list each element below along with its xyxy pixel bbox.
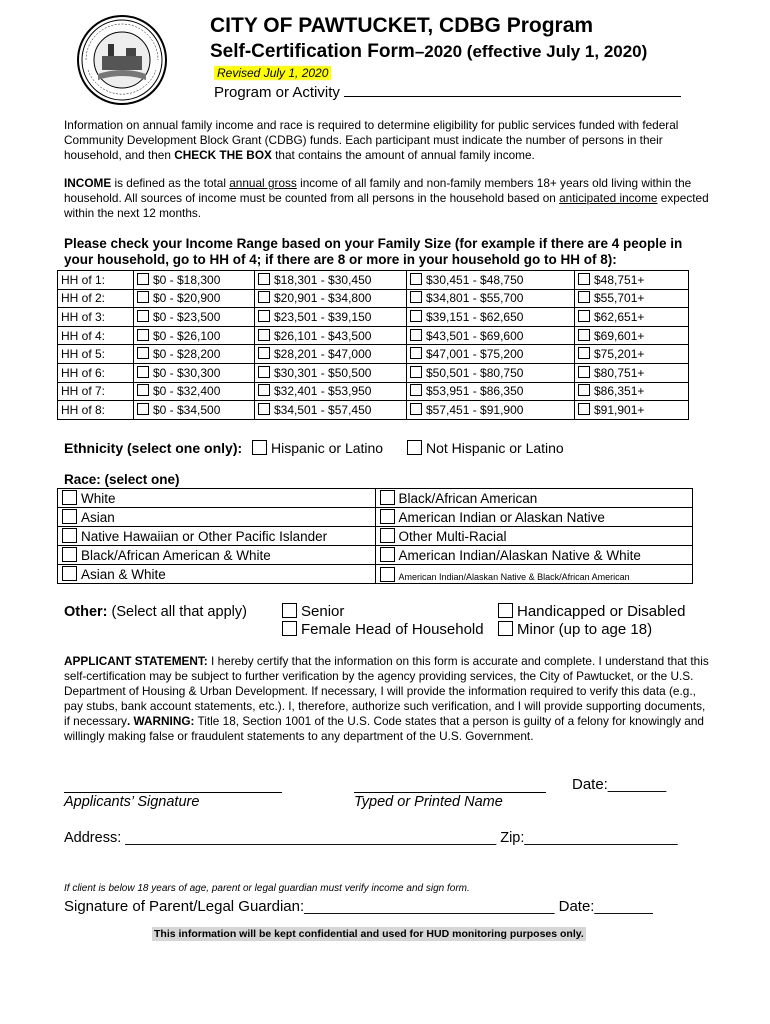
program-blank-line	[344, 82, 681, 97]
income-range-option[interactable]	[255, 289, 407, 308]
race-option[interactable]	[58, 489, 376, 508]
income-range-option[interactable]	[134, 326, 255, 345]
income-range-option[interactable]	[255, 271, 407, 290]
income-range-label: $62,651+	[594, 309, 645, 324]
household-size-label: HH of 2:	[58, 289, 134, 308]
minor-option[interactable]: Minor (up to age 18)	[498, 621, 652, 638]
income-range-label: $32,401 - $53,950	[274, 384, 372, 399]
race-option-label: Asian	[81, 510, 115, 525]
income-range-label: $75,201+	[594, 347, 645, 362]
race-checkbox[interactable]	[62, 490, 77, 505]
income-checkbox[interactable]	[578, 310, 590, 322]
income-range-label: $39,151 - $62,650	[426, 309, 524, 324]
race-checkbox[interactable]	[62, 566, 77, 581]
income-range-label: $34,501 - $57,450	[274, 402, 372, 417]
income-range-instructions: Please check your Income Range based on your Family Size (for example if there are 4 people in your household, go to HH of 4; if there are 8 or more in your household go to HH of 8):	[64, 236, 683, 267]
income-checkbox[interactable]	[258, 291, 270, 303]
ethnicity-label: Ethnicity (select one only):	[64, 440, 243, 456]
income-range-option[interactable]	[255, 401, 407, 420]
income-range-label: $57,451 - $91,900	[426, 402, 524, 417]
income-checkbox[interactable]	[258, 310, 270, 322]
income-range-label: $0 - $32,400	[153, 384, 221, 399]
income-range-option[interactable]	[134, 308, 255, 327]
income-range-label: $0 - $34,500	[153, 402, 221, 417]
income-range-option[interactable]	[134, 271, 255, 290]
race-option-label: Native Hawaiian or Other Pacific Islander	[81, 529, 328, 544]
income-range-option[interactable]	[575, 401, 689, 420]
race-option[interactable]	[375, 527, 692, 546]
income-range-label: $30,451 - $48,750	[426, 272, 524, 287]
race-checkbox[interactable]	[62, 509, 77, 524]
hispanic-label: Hispanic or Latino	[271, 440, 384, 456]
income-range-label: $23,501 - $39,150	[274, 309, 372, 324]
income-range-label: $18,301 - $30,450	[274, 272, 372, 287]
program-label: Program or Activity	[214, 84, 340, 101]
income-range-option[interactable]	[407, 345, 575, 364]
income-range-label: $34,801 - $55,700	[426, 291, 524, 306]
race-row	[58, 527, 693, 546]
household-size-label: HH of 5:	[58, 345, 134, 364]
income-checkbox[interactable]	[410, 403, 422, 415]
subtitle-main: Self-Certification Form	[210, 41, 415, 62]
income-range-option[interactable]	[575, 289, 689, 308]
income-checkbox[interactable]	[137, 403, 149, 415]
income-checkbox[interactable]	[137, 329, 149, 341]
income-row	[58, 326, 689, 345]
income-checkbox[interactable]	[137, 384, 149, 396]
race-option-label: American Indian/Alaskan Native & White	[398, 548, 641, 563]
race-option[interactable]	[58, 508, 376, 527]
race-checkbox[interactable]	[62, 547, 77, 562]
income-checkbox[interactable]	[258, 347, 270, 359]
income-range-option[interactable]	[575, 345, 689, 364]
income-checkbox[interactable]	[578, 273, 590, 285]
address-zip-field[interactable]: Address: ______________________________________________ Zip:___________________	[64, 830, 678, 846]
income-checkbox[interactable]	[137, 273, 149, 285]
race-checkbox[interactable]	[380, 490, 395, 505]
income-range-label: $0 - $18,300	[153, 272, 221, 287]
income-range-option[interactable]	[255, 382, 407, 401]
typed-name-line[interactable]	[354, 792, 546, 793]
income-row	[58, 289, 689, 308]
race-option-label: Asian & White	[81, 567, 166, 582]
income-range-label: $48,751+	[594, 272, 645, 287]
form-title: CITY OF PAWTUCKET, CDBG Program	[210, 14, 594, 37]
income-row	[58, 401, 689, 420]
race-option-label: Black/African American & White	[81, 548, 271, 563]
income-row	[58, 363, 689, 382]
income-range-option[interactable]	[407, 289, 575, 308]
income-range-label: $91,901+	[594, 402, 645, 417]
income-checkbox[interactable]	[410, 273, 422, 285]
income-range-label: $86,351+	[594, 384, 645, 399]
income-range-label: $53,951 - $86,350	[426, 384, 524, 399]
race-option-label: Black/African American	[398, 491, 538, 506]
race-table	[57, 488, 693, 584]
income-checkbox[interactable]	[578, 384, 590, 396]
income-definition-paragraph: INCOME is defined as the total annual gross income of all family and non-family members 18+ years old living within the household. All sources of income must be counted from all persons in the household based on anticipated income expected within the next 12 months.	[64, 176, 709, 220]
not-hispanic-label: Not Hispanic or Latino	[425, 440, 564, 456]
income-checkbox[interactable]	[410, 347, 422, 359]
income-range-label: $80,751+	[594, 365, 645, 380]
income-range-option[interactable]	[575, 308, 689, 327]
race-label: Race: (select one)	[64, 472, 180, 487]
ethnicity-section	[64, 440, 564, 456]
income-range-label: $50,501 - $80,750	[426, 365, 524, 380]
female-head-checkbox[interactable]	[282, 621, 297, 636]
income-range-label: $0 - $30,300	[153, 365, 221, 380]
race-row	[58, 489, 693, 508]
income-range-label: $0 - $20,900	[153, 291, 221, 306]
applicant-signature-line[interactable]	[64, 792, 282, 793]
minor-checkbox[interactable]	[498, 621, 513, 636]
income-row	[58, 308, 689, 327]
income-range-option[interactable]	[575, 363, 689, 382]
income-checkbox[interactable]	[410, 384, 422, 396]
income-range-option[interactable]	[407, 308, 575, 327]
guardian-signature-field[interactable]: Signature of Parent/Legal Guardian:______________________________ Date:_______	[64, 898, 653, 915]
income-checkbox[interactable]	[410, 329, 422, 341]
income-range-option[interactable]	[134, 401, 255, 420]
income-range-option[interactable]	[255, 363, 407, 382]
income-checkbox[interactable]	[137, 291, 149, 303]
race-option[interactable]	[58, 527, 376, 546]
race-checkbox[interactable]	[380, 567, 395, 582]
income-range-option[interactable]	[407, 401, 575, 420]
income-checkbox[interactable]	[578, 329, 590, 341]
form-subtitle	[210, 41, 647, 63]
race-option[interactable]	[375, 565, 692, 584]
income-range-option[interactable]	[575, 326, 689, 345]
race-checkbox[interactable]	[380, 509, 395, 524]
household-size-label: HH of 4:	[58, 326, 134, 345]
handicapped-checkbox[interactable]	[498, 603, 513, 618]
income-checkbox[interactable]	[258, 366, 270, 378]
typed-name-caption: Typed or Printed Name	[354, 794, 503, 810]
confidentiality-notice: This information will be kept confidential and used for HUD monitoring purposes only.	[154, 928, 584, 940]
income-checkbox[interactable]	[137, 310, 149, 322]
income-range-label: $0 - $26,100	[153, 328, 221, 343]
income-range-option[interactable]	[134, 363, 255, 382]
income-range-label: $0 - $28,200	[153, 347, 221, 362]
household-size-label: HH of 8:	[58, 401, 134, 420]
income-checkbox[interactable]	[410, 291, 422, 303]
revised-date-badge: Revised July 1, 2020	[214, 66, 331, 80]
income-range-option[interactable]	[575, 271, 689, 290]
income-checkbox[interactable]	[258, 403, 270, 415]
income-range-option[interactable]	[407, 382, 575, 401]
race-option-label: American Indian/Alaskan Native & Black/African American	[398, 571, 630, 582]
race-option-label: White	[81, 491, 116, 506]
race-checkbox[interactable]	[380, 547, 395, 562]
female-head-option[interactable]: Female Head of Household	[282, 621, 484, 638]
city-seal-logo	[76, 14, 168, 106]
income-range-label: $30,301 - $50,500	[274, 365, 372, 380]
income-row	[58, 271, 689, 290]
household-size-label: HH of 3:	[58, 308, 134, 327]
income-checkbox[interactable]	[258, 329, 270, 341]
race-row	[58, 565, 693, 584]
subtitle-effective: –2020 (effective July 1, 2020)	[414, 42, 648, 61]
income-row	[58, 345, 689, 364]
income-range-label: $55,701+	[594, 291, 645, 306]
income-range-option[interactable]	[255, 326, 407, 345]
applicant-signature-caption: Applicants’ Signature	[64, 794, 200, 810]
income-range-label: $26,101 - $43,500	[274, 328, 372, 343]
income-range-option[interactable]	[407, 363, 575, 382]
intro-paragraph: Information on annual family income and race is required to determine eligibility for public services funded with federal Community Development Block Grant (CDBG) funds. Each participant must indicate the number of persons in their household, and then CHECK THE BOX that contains the amount of annual family income.	[64, 118, 679, 162]
senior-option[interactable]: Senior	[282, 603, 344, 620]
income-checkbox[interactable]	[137, 347, 149, 359]
senior-checkbox[interactable]	[282, 603, 297, 618]
race-option[interactable]	[58, 565, 376, 584]
race-option[interactable]	[375, 546, 692, 565]
income-range-label: $47,001 - $75,200	[426, 347, 524, 362]
race-option[interactable]	[375, 508, 692, 527]
income-checkbox[interactable]	[578, 403, 590, 415]
income-checkbox[interactable]	[137, 366, 149, 378]
income-range-option[interactable]	[407, 271, 575, 290]
income-checkbox[interactable]	[578, 347, 590, 359]
household-size-label: HH of 6:	[58, 363, 134, 382]
income-range-option[interactable]	[575, 382, 689, 401]
race-checkbox[interactable]	[380, 528, 395, 543]
race-checkbox[interactable]	[62, 528, 77, 543]
income-range-label: $43,501 - $69,600	[426, 328, 524, 343]
guardian-note: If client is below 18 years of age, parent or legal guardian must verify income and sign form.	[64, 883, 470, 894]
race-row	[58, 546, 693, 565]
income-range-option[interactable]	[255, 308, 407, 327]
race-option[interactable]	[58, 546, 376, 565]
income-range-label: $0 - $23,500	[153, 309, 221, 324]
income-range-option[interactable]	[407, 326, 575, 345]
household-size-label: HH of 1:	[58, 271, 134, 290]
income-range-label: $20,901 - $34,800	[274, 291, 372, 306]
applicant-date-field[interactable]: Date:_______	[572, 776, 667, 793]
household-size-label: HH of 7:	[58, 382, 134, 401]
program-activity-field[interactable]	[214, 82, 681, 101]
applicant-statement: APPLICANT STATEMENT: I hereby certify that the information on this form is accurate and complete. I understand that this self-certification may be subject to further verification by the agency providing services, the City of Pawtucket, or the U.S. Department of Housing & Urban Development. If necessary, I will provide the information required to verify this data (e.g., pay stubs, bank account statements, etc.). I, therefore, authorize such verification, and I will provide supporting documents, if necessary. WARNING: Title 18, Section 1001 of the U.S. Code states that a person is guilty of a felony for knowingly and willingly making false or fraudulent statements to any department of the U.S. Government.	[64, 654, 709, 743]
race-option-label: American Indian or Alaskan Native	[398, 510, 605, 525]
income-range-label: $69,601+	[594, 328, 645, 343]
income-range-option[interactable]	[134, 289, 255, 308]
income-row	[58, 382, 689, 401]
income-range-option[interactable]	[255, 345, 407, 364]
hispanic-checkbox[interactable]	[252, 440, 267, 455]
income-checkbox[interactable]	[578, 291, 590, 303]
income-checkbox[interactable]	[258, 384, 270, 396]
income-checkbox[interactable]	[258, 273, 270, 285]
handicapped-option[interactable]: Handicapped or Disabled	[498, 603, 685, 620]
income-checkbox[interactable]	[410, 366, 422, 378]
income-checkbox[interactable]	[410, 310, 422, 322]
race-row	[58, 508, 693, 527]
other-section: Other: (Select all that apply)	[64, 604, 247, 620]
race-option-label: Other Multi-Racial	[398, 529, 507, 544]
not-hispanic-checkbox[interactable]	[407, 440, 422, 455]
income-checkbox[interactable]	[578, 366, 590, 378]
income-range-option[interactable]	[134, 382, 255, 401]
income-range-table	[57, 270, 689, 420]
race-option[interactable]	[375, 489, 692, 508]
income-range-label: $28,201 - $47,000	[274, 347, 372, 362]
income-range-option[interactable]	[134, 345, 255, 364]
